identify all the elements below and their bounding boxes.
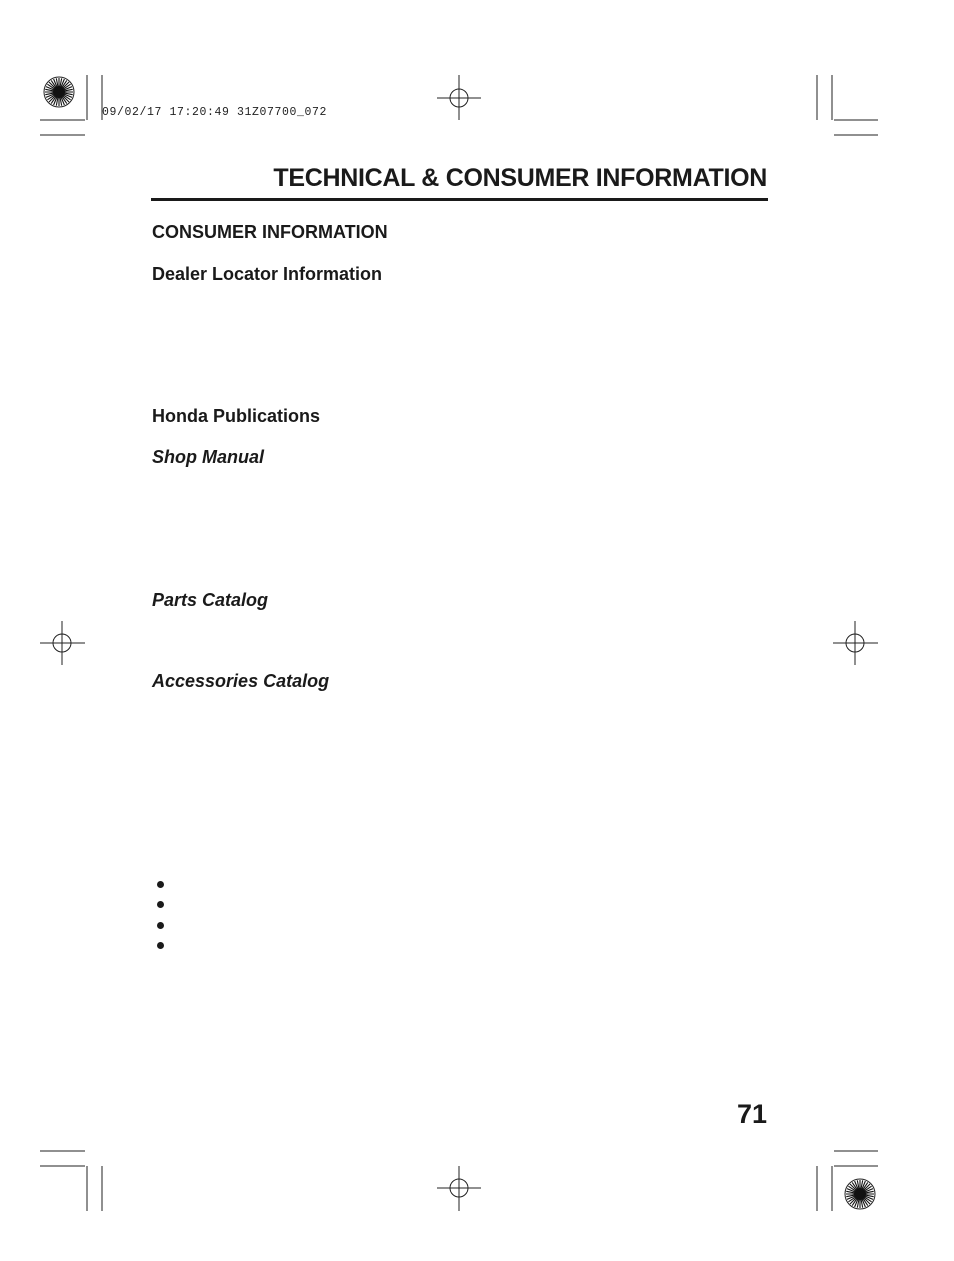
list-bullet: [157, 922, 164, 929]
print-timestamp: 09/02/17 17:20:49 31Z07700_072: [102, 106, 328, 119]
list-bullet: [157, 881, 164, 888]
subheading-honda-publications: Honda Publications: [152, 406, 321, 426]
section-heading-consumer-information: CONSUMER INFORMATION: [152, 222, 388, 242]
subheading-accessories-catalog: Accessories Catalog: [152, 671, 330, 691]
subheading-parts-catalog: Parts Catalog: [152, 590, 269, 610]
title-underline-rule: [151, 198, 768, 201]
subheading-shop-manual: Shop Manual: [152, 447, 264, 467]
subheading-dealer-locator: Dealer Locator Information: [152, 264, 383, 284]
list-bullet: [157, 942, 164, 949]
page-number: 71: [736, 1099, 767, 1129]
page-title: TECHNICAL & CONSUMER INFORMATION: [273, 164, 767, 192]
list-bullet: [157, 901, 164, 908]
